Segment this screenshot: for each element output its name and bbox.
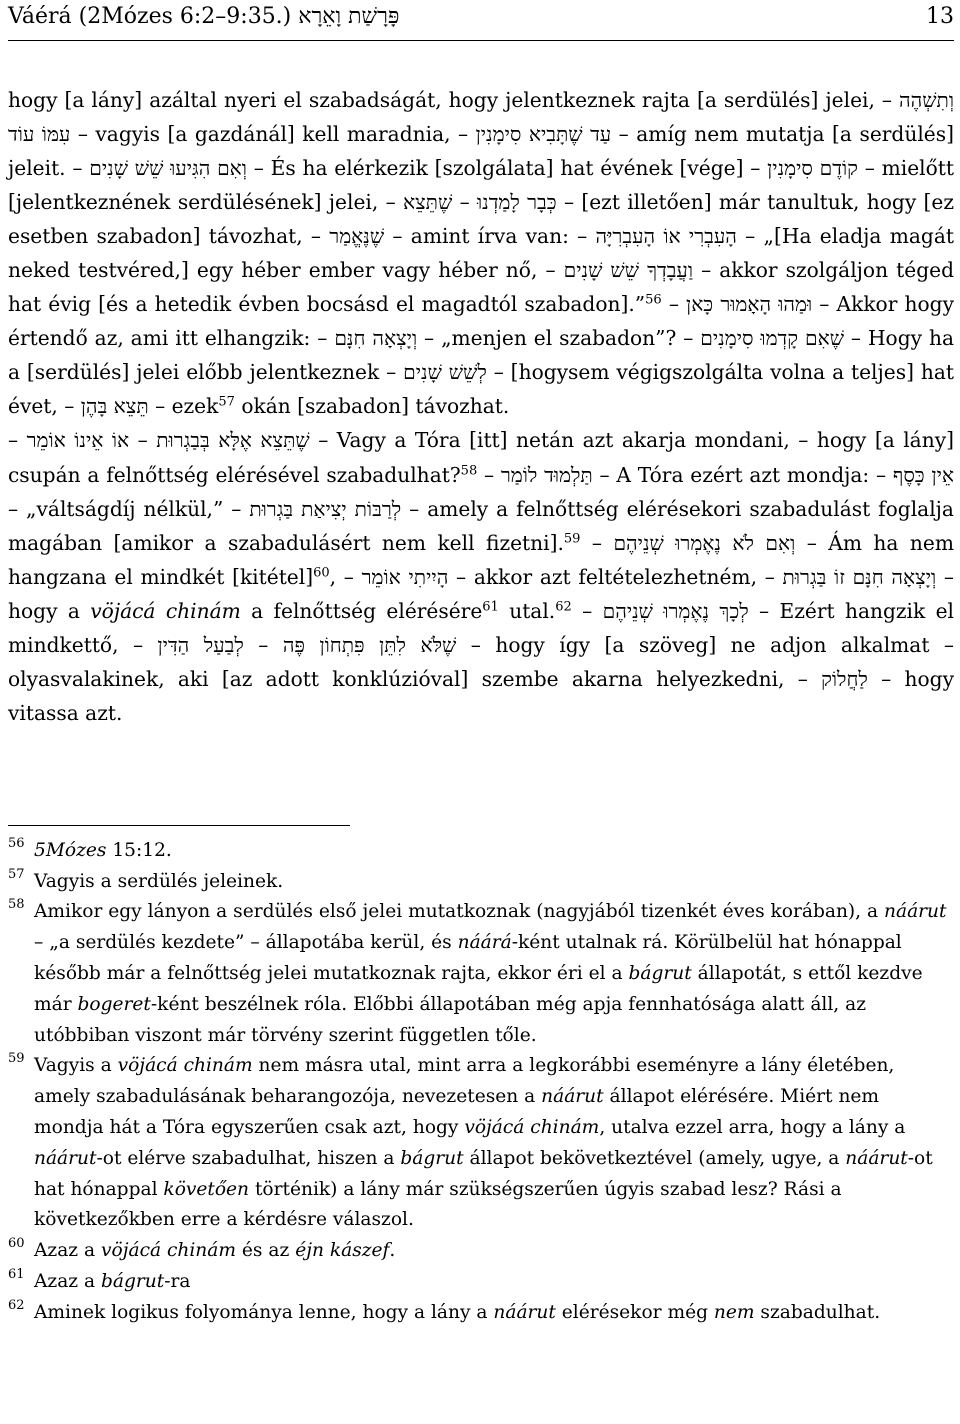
paragraph-2 (8, 423, 954, 729)
footnote-text: Vagyis a serdülés jeleinek. (34, 870, 284, 892)
footnote-ref-58[interactable]: 58 (460, 462, 478, 478)
footnote-number: 60 (8, 1236, 25, 1252)
footnote-text: náárut (884, 901, 947, 923)
footnotes (8, 836, 954, 1329)
footnote-ref-59[interactable]: 59 (563, 530, 581, 546)
footnote-text: bágrut (628, 963, 692, 985)
footnote-text: vöjácá chinám (464, 1117, 600, 1139)
footnote-text: -ot hat hónappal (34, 1147, 933, 1200)
footnote-text: . (389, 1240, 396, 1262)
page-number: 13 (926, 4, 954, 29)
paragraph-2-text: – שֶׁתֵּצֵא אֶלָּא בְּבַגְרוּת – אוֹ אֵינוֹ אוֹמֵר – Vagy a Tóra [itt] netán azt akarja mondani, – hogy [a lány] csupán a felnőttség elérésével szabadulhat? (8, 428, 954, 487)
footnote-body (34, 1267, 954, 1298)
paragraph-2-text-c: – וְאִם לֹא נֶאֶמְרוּ שְׁנֵיהֶם – Ám ha nem hangzana el mindkét [kitétel] (8, 530, 954, 589)
footnote-number: 57 (8, 866, 25, 882)
footnote-text: – „a serdülés kezdete” – állapotába kerül, és (34, 932, 458, 954)
footnote-text: szabadulhat. (754, 1301, 881, 1323)
footnote-text: Amikor egy lányon a serdülés első jelei mutatkoznak (nagyjából tizenkét éves korában), a (34, 901, 885, 923)
paragraph-1-text: hogy [a lány] azáltal nyeri el szabadságát, hogy jelentkeznek rajta [a serdülés] jelei, – וְתִשְׁהֶה עִמּוֹ עוֹד – vagyis [a gazdánál] kell maradnia, – עַד שֶׁתָּבִיא סִימָנִין – amíg nem mutatja [a serdülés] jeleit. – וְאִם הִגִּיעוּ שֵׁשׁ שָׁנִים – És ha elérkezik [szolgálata] hat évének [vége] – קוֹדֶם סִימָנִין – mielőtt [jelentkeznének serdülésének] jelei, – כְּבָר לָמַדְנוּ – שֶׁתֵּצֵא – [ezt illetően] már tanultuk, hogy [ez esetben szabadon] távozhat, – שֶׁנֶּאֱמַר – amint írva van: – הָעִבְרִי אוֹ הָעִבְרִיָּה – „[Ha eladja magát neked testvéred,] egy héber ember vagy héber nő, – וַעֲבָדְךָ שֵׁשׁ שָׁנִים – akkor szolgáljon téged hat évig [és a hetedik évben bocsásd el magadtól szabadon].” (8, 88, 955, 317)
footnote-text: vöjácá chinám (117, 1055, 253, 1077)
footnote-text: Aminek logikus folyománya lenne, hogy a lány a (34, 1301, 494, 1323)
footnote-number: 59 (8, 1051, 25, 1067)
footnote-text: náárut (541, 1086, 604, 1108)
footnote-text: követően (163, 1178, 250, 1200)
footnote-text: -ként beszélnek róla. Előbbi állapotában még apja fennhatósága alatt áll, az utóbbiban viszont már törvény szerint független tőle. (34, 993, 866, 1046)
footnote-number: 58 (8, 897, 25, 913)
footnote-text: -ot elérve szabadulhat, hiszen a (96, 1147, 401, 1169)
footnote-text: állapotát, s ettől kezdve már (34, 963, 923, 1015)
footnote-60 (8, 1236, 954, 1267)
footnote-57 (8, 867, 954, 898)
footnote-text: vöjácá chinám (101, 1240, 237, 1262)
footnote-56 (8, 836, 954, 867)
footnote-text: bágrut (101, 1271, 165, 1293)
paragraph-2-text-h: – לְכָךְ נֶאֶמְרוּ שְׁנֵיהֶם – Ezért hangzik el mindkettő, – שֶׁלֹּא לִתֵּן פִּתְחוֹן פֶּה – לְבַעַל הַדִּין – hogy így [a szöveg] ne adjon alkalmat – olyasvalakinek, aki [az adott konklúzióval] szembe akarna helyezkedni, – לַחֲלוֹק – hogy vitassa azt. (8, 598, 955, 725)
footnote-body (34, 867, 954, 898)
footnote-text: nem (713, 1301, 755, 1323)
footnote-62 (8, 1298, 954, 1329)
footnote-number: 56 (8, 835, 25, 851)
paragraph-1-text-c: okán [szabadon] távozhat. (241, 394, 510, 419)
footnote-number: 61 (8, 1267, 25, 1283)
footnote-ref-57[interactable]: 57 (218, 394, 235, 410)
footnote-body (34, 1051, 954, 1236)
footnote-divider (8, 825, 350, 826)
footnote-58 (8, 897, 954, 1051)
paragraph-2-text-b: – תַּלְמוּד לוֹמַר – A Tóra ezért azt mondja: – אֵין כָּסֶף – „váltságdíj nélkül,” – לְרַבּוֹת יְצִיאַת בַּגְרוּת – amely a felnőttség elérésekori szabadulást foglalja magában [amikor a szabadulásért nem kell fizetni]. (8, 462, 954, 555)
footnote-text: elérésekor még (555, 1301, 714, 1323)
term-vojaca-chinam: vöjácá chinám (90, 598, 241, 623)
paragraph-2-text-f: a felnőttség elérésére (251, 598, 483, 623)
footnote-ref-61[interactable]: 61 (482, 598, 499, 614)
page-header (8, 0, 954, 41)
footnote-body (34, 897, 954, 1051)
footnote-body (34, 1298, 954, 1329)
main-text (8, 83, 954, 730)
footnote-text: , utalva ezzel arra, hogy a lány a (599, 1117, 906, 1139)
paragraph-1 (8, 83, 954, 423)
paragraph-2-text-g: utal. (509, 598, 556, 623)
paragraph-2-text-d: , – הָיִיתִי אוֹמֵר – akkor azt feltételezhetném, – וְיָצְאָה חִנָּם זוֹ בַּגְרוּת – hogy a (8, 564, 954, 623)
page (8, 0, 954, 1329)
footnote-body (34, 1236, 954, 1267)
footnote-text: állapot elérésére. Miért nem mondja hát a Tóra egyszerűen csak azt, hogy (34, 1086, 880, 1139)
footnote-text: náárut (493, 1301, 556, 1323)
footnote-text: bágrut (400, 1147, 464, 1169)
paragraph-1-text-b: – וּמַהוּ הָאָמוּר כָּאן – Akkor hogy értendő az, ami itt elhangzik: – וְיָצְאָה חִנָּם – „menjen el szabadon”? – שֶׁאִם קָדְמוּ סִימָנִים – Hogy ha a [serdülés] jelei előbb jelentkeznek – לְשֵׁשׁ שָׁנִים – [hogysem végigszolgálta volna a teljes] hat évet, – תֵּצֵא בָּהֶן – ezek (8, 292, 955, 419)
footnote-59 (8, 1051, 954, 1236)
footnote-text: bogeret (77, 993, 151, 1015)
footnote-61 (8, 1267, 954, 1298)
footnote-text: és az (236, 1240, 296, 1262)
footnote-ref-56[interactable]: 56 (645, 292, 662, 308)
footnote-ref-62[interactable]: 62 (555, 598, 572, 614)
footnote-text: náárá (457, 932, 512, 954)
running-title: Váérá (2Mózes 6:2–9:35.) פָּרָשַׁת וָאֵרָא (8, 4, 400, 29)
footnote-number: 62 (8, 1297, 25, 1313)
footnote-text: 15:12. (106, 839, 172, 861)
footnote-text: Vagyis a (34, 1055, 118, 1077)
footnote-text: Azaz a (34, 1271, 102, 1293)
footnote-text: náárut (845, 1147, 908, 1169)
footnote-text: -ként utalnak rá. Körülbelül hat hónappal később már a felnőttség jelei mutatkoznak rajta, ekkor éri el a (34, 932, 902, 985)
footnote-ref-60[interactable]: 60 (313, 564, 330, 580)
footnote-text: nem másra utal, mint arra a legkorábbi eseményre a lány életében, amely szabadulásának beharangozója, nevezetesen a (34, 1055, 895, 1108)
footnote-text: 5Mózes (34, 839, 107, 861)
footnote-text: náárut (34, 1147, 97, 1169)
footnote-text: éjn kászef (295, 1240, 390, 1262)
footnote-text: -ra (164, 1271, 191, 1293)
footnote-text: Azaz a (34, 1240, 102, 1262)
footnote-text: történik) a lány már szükségszerűen úgyis szabad lesz? Rási a következőkben erre a kérdésre válaszol. (34, 1178, 842, 1231)
footnote-text: állapot bekövetkeztével (amely, ugye, a (463, 1147, 846, 1169)
footnote-body (34, 836, 954, 867)
